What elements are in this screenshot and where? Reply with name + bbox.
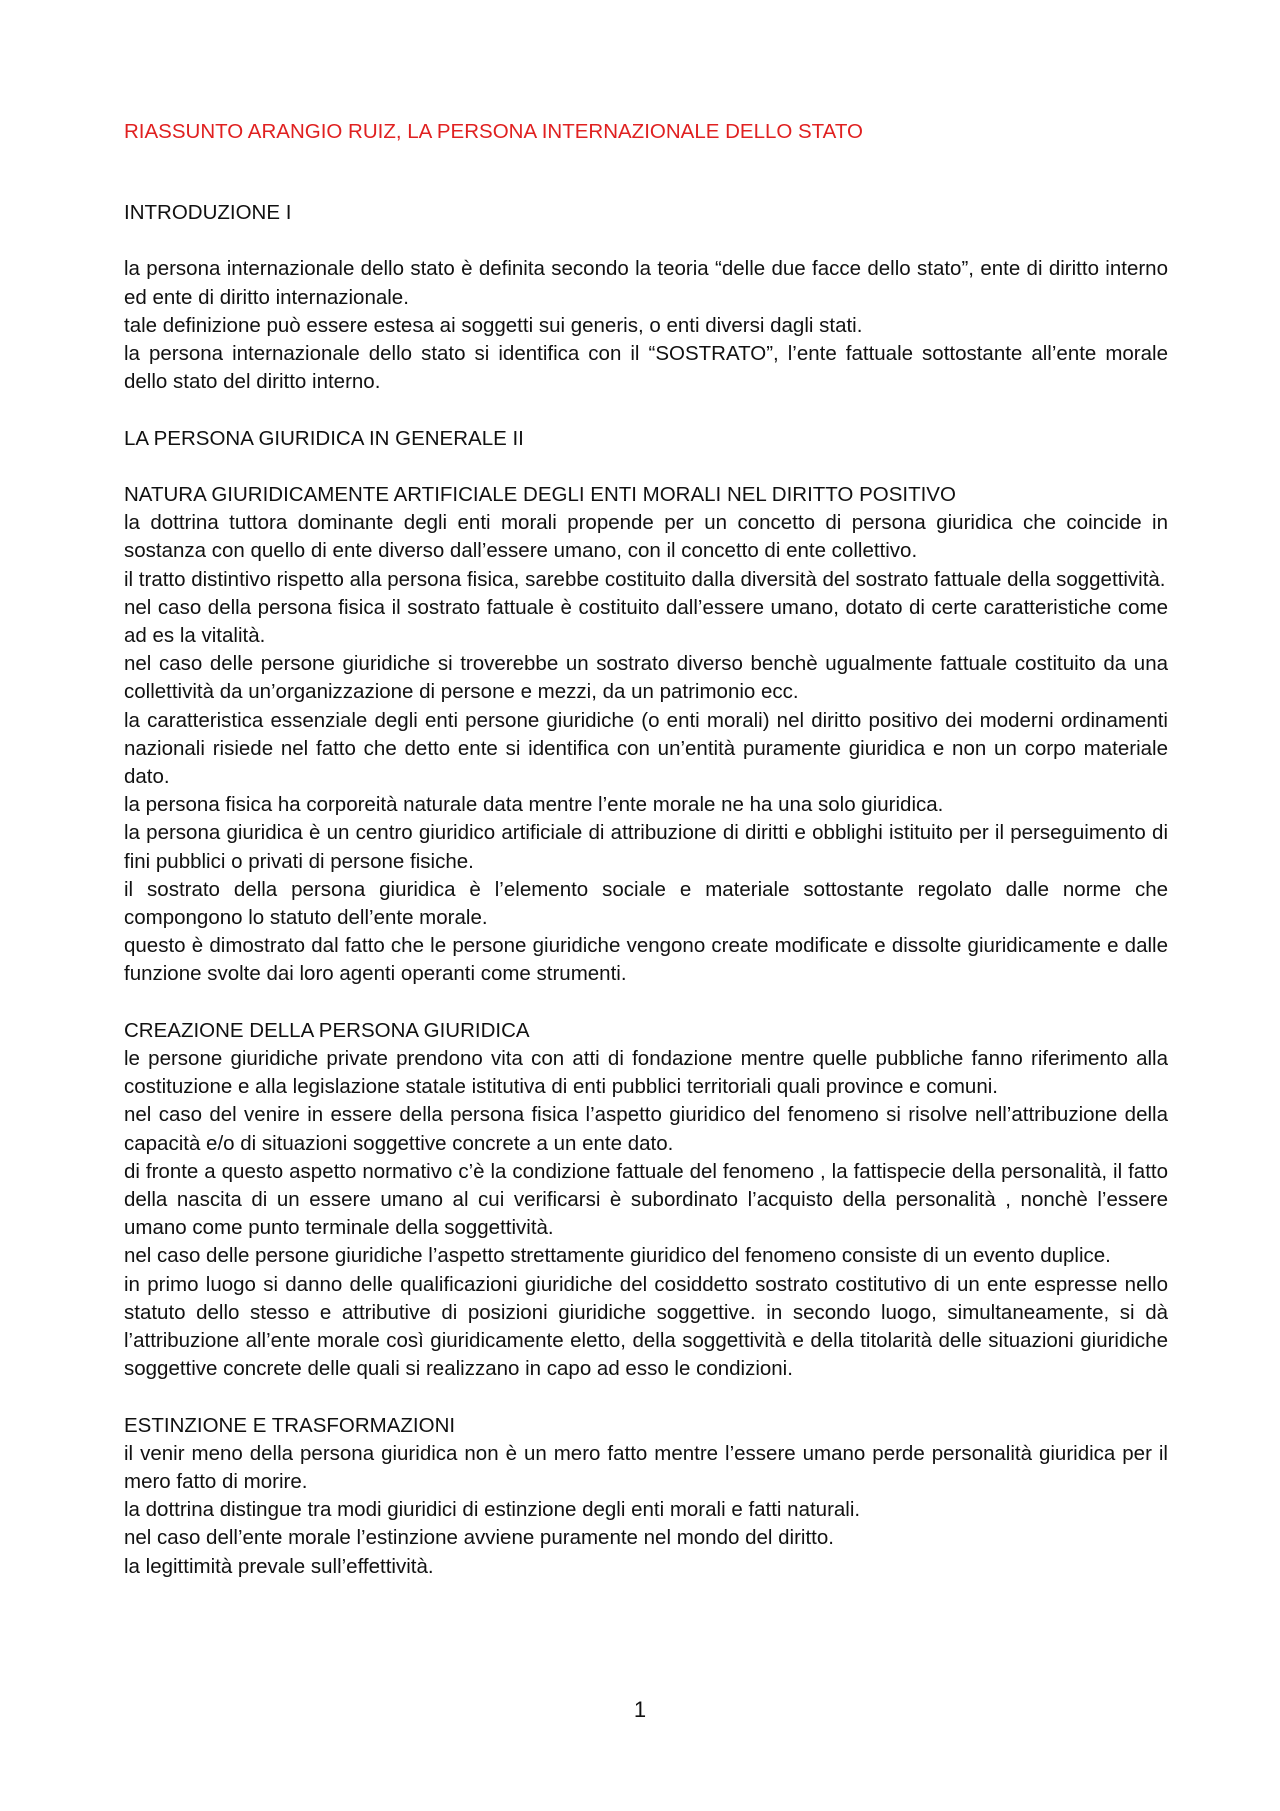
section-heading-estinzione: ESTINZIONE E TRASFORMAZIONI — [124, 1413, 456, 1437]
section-heading-creazione: CREAZIONE DELLA PERSONA GIURIDICA — [124, 1018, 530, 1042]
paragraph: nel caso delle persone giuridiche l’aspetto strettamente giuridico del fenomeno consiste di un evento duplice. — [124, 1244, 1111, 1268]
paragraph: il venir meno della persona giuridica non è un mero fatto mentre l’essere umano perde personalità giuridica per il mero fatto di morire. — [124, 1441, 1168, 1494]
section-body-creazione — [124, 1045, 1168, 1383]
paragraph: la legittimità prevale sull’effettività. — [124, 1554, 434, 1578]
paragraph: la dottrina tuttora dominante degli enti morali propende per un concetto di persona giuridica che coincide in sostanza con quello di ente diverso dall’essere umano, con il concetto di ente collettivo. — [124, 511, 1168, 563]
section-heading-persona-giuridica: LA PERSONA GIURIDICA IN GENERALE II — [124, 426, 524, 450]
paragraph: il tratto distintivo rispetto alla persona fisica, sarebbe costituito dalla diversità del sostrato fattuale della soggettività. — [124, 567, 1166, 591]
section-body-introduzione — [124, 255, 1168, 396]
page-number: 1 — [633, 1697, 647, 1722]
paragraph: nel caso del venire in essere della persona fisica l’aspetto giuridico del fenomeno si risolve nell’attribuzione della capacità e/o di situazioni soggettive concrete a un ente dato. — [124, 1103, 1168, 1155]
section-heading-natura-giuridica: NATURA GIURIDICAMENTE ARTIFICIALE DEGLI ENTI MORALI NEL DIRITTO POSITIVO — [124, 483, 956, 506]
paragraph: le persone giuridiche private prendono vita con atti di fondazione mentre quelle pubbliche fanno riferimento alla costituzione e alla legislazione statale istitutiva di enti pubblici territoriali quali province e comuni. — [124, 1047, 1168, 1099]
paragraph: nel caso dell’ente morale l’estinzione avviene puramente nel mondo del diritto. — [124, 1526, 834, 1550]
paragraph: questo è dimostrato dal fatto che le persone giuridiche vengono create modificate e dissolte giuridicamente e dalle funzione svolte dai loro agenti operanti come strumenti. — [124, 934, 1168, 986]
section-heading-introduzione: INTRODUZIONE I — [124, 201, 292, 225]
section-body-estinzione — [124, 1440, 1168, 1581]
paragraph: in primo luogo si danno delle qualificazioni giuridiche del cosiddetto sostrato costitutivo di un ente espresse nello statuto dello stesso e attributive di posizioni giuridiche soggettive. in secondo luogo, simultaneamente, si dà l’attribuzione all’ente morale così giuridicamente eletto, della soggettività e della titolarità delle situazioni giuridiche soggettive concrete delle quali si realizzano in capo ad esso le condizioni. — [124, 1272, 1168, 1381]
paragraph: la persona giuridica è un centro giuridico artificiale di attribuzione di diritti e obblighi istituito per il perseguimento di fini pubblici o privati di persone fisiche. — [124, 821, 1168, 873]
paragraph: la caratteristica essenziale degli enti persone giuridiche (o enti morali) nel diritto positivo dei moderni ordinamenti nazionali risiede nel fatto che detto ente si identifica con un’entità puramente giuridica e non un corpo materiale dato. — [124, 708, 1168, 789]
paragraph: nel caso delle persone giuridiche si troverebbe un sostrato diverso benchè ugualmente fattuale costituito da una collettività da un’organizzazione di persone e mezzi, da un patrimonio ecc. — [124, 652, 1168, 704]
paragraph: il sostrato della persona giuridica è l’elemento sociale e materiale sottostante regolato dalle norme che compongono lo statuto dell’ente morale. — [124, 877, 1168, 930]
paragraph: la persona internazionale dello stato si identifica con il “SOSTRATO”, l’ente fattuale sottostante all’ente morale dello stato del diritto interno. — [124, 342, 1168, 394]
document-page — [124, 118, 1168, 1581]
paragraph: di fronte a questo aspetto normativo c’è la condizione fattuale del fenomeno , la fattispecie della personalità, il fatto della nascita di un essere umano al cui verificarsi è subordinato l’acquisto della personalità , nonchè l’essere umano come punto terminale della soggettività. — [124, 1159, 1168, 1240]
paragraph: la persona internazionale dello stato è definita secondo la teoria “delle due facce dello stato”, ente di diritto interno ed ente di diritto internazionale. — [124, 257, 1168, 309]
paragraph: la dottrina distingue tra modi giuridici di estinzione degli enti morali e fatti naturali. — [124, 1498, 861, 1522]
section-body-natura-giuridica — [124, 509, 1168, 988]
paragraph: la persona fisica ha corporeità naturale data mentre l’ente morale ne ha una solo giuridica. — [124, 793, 944, 817]
document-title: RIASSUNTO ARANGIO RUIZ, LA PERSONA INTERNAZIONALE DELLO STATO — [124, 120, 863, 143]
paragraph: nel caso della persona fisica il sostrato fattuale è costituito dall’essere umano, dotato di certe caratteristiche come ad es la vitalità. — [124, 595, 1168, 648]
paragraph: tale definizione può essere estesa ai soggetti sui generis, o enti diversi dagli stati. — [124, 313, 863, 337]
